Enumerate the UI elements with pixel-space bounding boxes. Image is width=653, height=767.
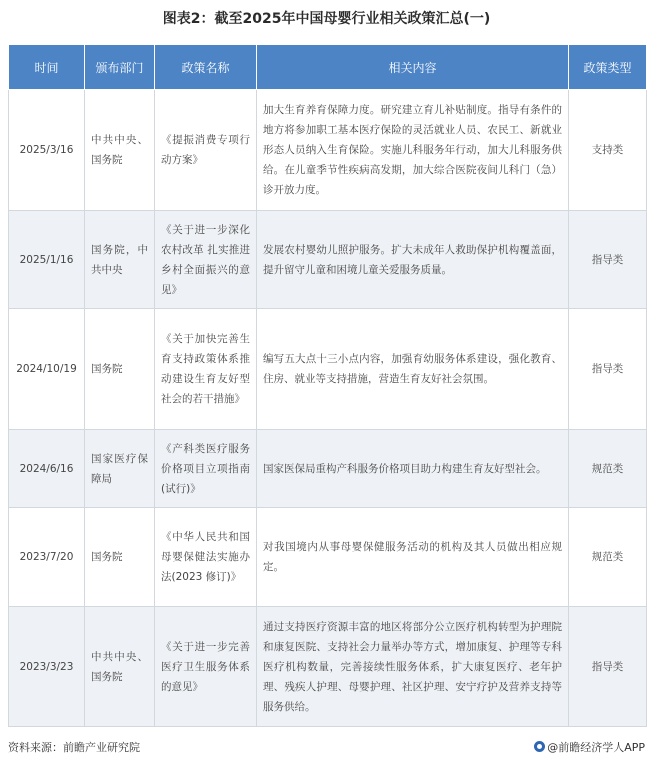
cell-dept: 国务院 xyxy=(85,309,155,430)
cell-content: 国家医保局重构产科服务价格项目助力构建生育友好型社会。 xyxy=(257,430,569,508)
cell-type: 规范类 xyxy=(569,430,647,508)
table-row xyxy=(9,90,647,211)
cell-type: 支持类 xyxy=(569,90,647,211)
table-row xyxy=(9,607,647,727)
cell-policy-name: 《提振消费专项行动方案》 xyxy=(155,90,257,211)
header-dept: 颁布部门 xyxy=(85,45,155,90)
table-row xyxy=(9,508,647,607)
cell-policy-name: 《关于加快完善生育支持政策体系推动建设生育友好型社会的若干措施》 xyxy=(155,309,257,430)
cell-date: 2024/6/16 xyxy=(9,430,85,508)
brand-logo-icon xyxy=(534,741,545,752)
cell-content: 发展农村婴幼儿照护服务。扩大未成年人救助保护机构覆盖面，提升留守儿童和困境儿童关爱服务质量。 xyxy=(257,211,569,309)
cell-policy-name: 《关于进一步深化农村改革 扎实推进乡村全面振兴的意见》 xyxy=(155,211,257,309)
header-date: 时间 xyxy=(9,45,85,90)
cell-type: 规范类 xyxy=(569,508,647,607)
header-type: 政策类型 xyxy=(569,45,647,90)
cell-dept: 国务院，中共中央 xyxy=(85,211,155,309)
table-row xyxy=(9,430,647,508)
cell-content: 加大生育养育保障力度。研究建立育儿补贴制度。指导有条件的地方将参加职工基本医疗保险的灵活就业人员、农民工、新就业形态人员纳入生育保险。实施儿科服务年行动，加大儿科服务供给。在儿童季节性疾病高发期，加大综合医院夜间儿科门（急）诊开放力度。 xyxy=(257,90,569,211)
cell-type: 指导类 xyxy=(569,309,647,430)
table-header-row xyxy=(9,45,647,90)
cell-date: 2025/1/16 xyxy=(9,211,85,309)
brand-credit-text: @前瞻经济学人APP xyxy=(547,741,645,754)
cell-dept: 中共中央、国务院 xyxy=(85,607,155,727)
header-content: 相关内容 xyxy=(257,45,569,90)
table-row xyxy=(9,309,647,430)
cell-date: 2023/7/20 xyxy=(9,508,85,607)
cell-dept: 国务院 xyxy=(85,508,155,607)
cell-content: 编写五大点十三小点内容，加强育幼服务体系建设，强化教育、住房、就业等支持措施，营造生育友好社会氛围。 xyxy=(257,309,569,430)
cell-content: 对我国境内从事母婴保健服务活动的机构及其人员做出相应规定。 xyxy=(257,508,569,607)
cell-type: 指导类 xyxy=(569,211,647,309)
cell-date: 2024/10/19 xyxy=(9,309,85,430)
cell-policy-name: 《产科类医疗服务价格项目立项指南(试行)》 xyxy=(155,430,257,508)
cell-date: 2023/3/23 xyxy=(9,607,85,727)
table-row xyxy=(9,211,647,309)
header-name: 政策名称 xyxy=(155,45,257,90)
cell-dept: 国家医疗保障局 xyxy=(85,430,155,508)
cell-content: 通过支持医疗资源丰富的地区将部分公立医疗机构转型为护理院和康复医院、支持社会力量举办等方式，增加康复、护理等专科医疗机构数量，完善接续性服务体系，扩大康复医疗、老年护理、残疾人护理、母婴护理、社区护理、安宁疗护及营养支持等服务供给。 xyxy=(257,607,569,727)
brand-credit xyxy=(534,739,645,755)
cell-date: 2025/3/16 xyxy=(9,90,85,211)
cell-type: 指导类 xyxy=(569,607,647,727)
chart-title: 图表2：截至2025年中国母婴行业相关政策汇总(一) xyxy=(162,11,491,27)
policy-table xyxy=(8,44,647,727)
cell-dept: 中共中央、国务院 xyxy=(85,90,155,211)
source-note: 资料来源：前瞻产业研究院 xyxy=(8,741,140,754)
cell-policy-name: 《关于进一步完善医疗卫生服务体系的意见》 xyxy=(155,607,257,727)
cell-policy-name: 《中华人民共和国母婴保健法实施办法(2023 修订)》 xyxy=(155,508,257,607)
